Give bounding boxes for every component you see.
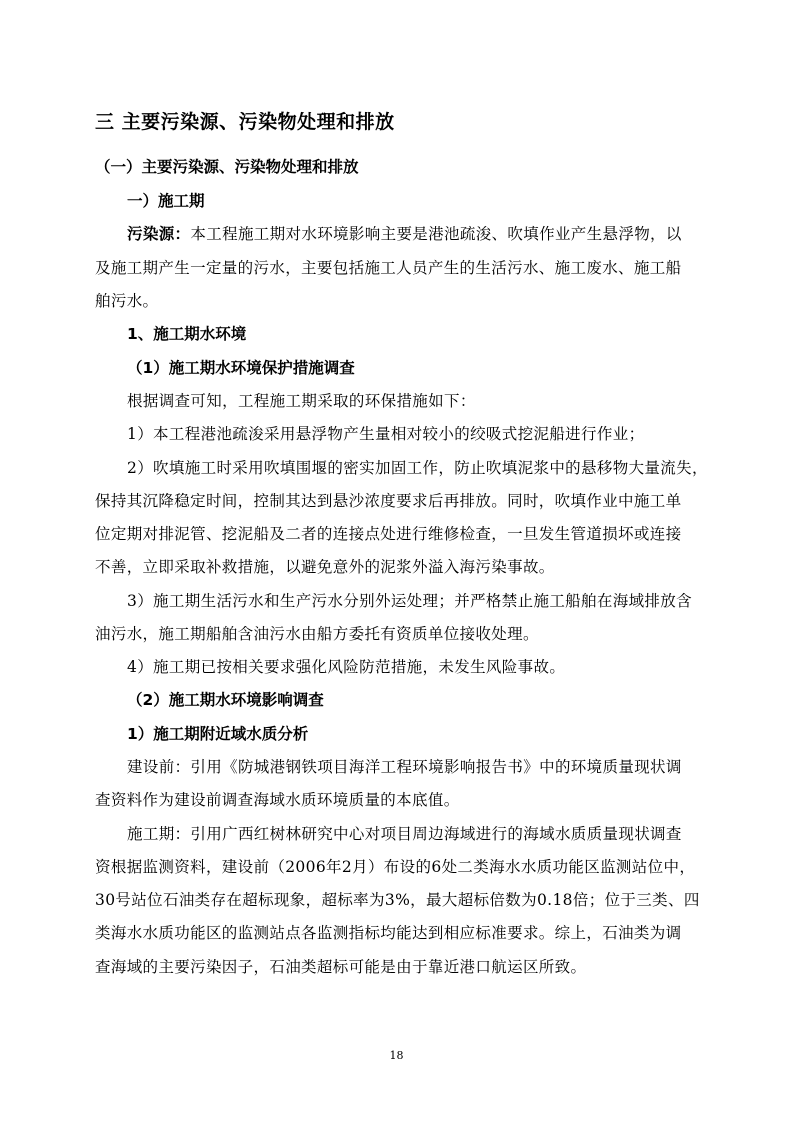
measure-2-line-2: 保持其沉降稳定时间，控制其达到悬沙浓度要求后再排放。同时，吹填作业中施工单	[95, 492, 682, 510]
pollution-paragraph-line-2: 及施工期产生一定量的污水，主要包括施工人员产生的生活污水、施工废水、施工船	[95, 259, 682, 277]
measure-3-line-1: 3）施工期生活污水和生产污水分别外运处理；并严格禁止施工船舶在海域排放含	[127, 592, 692, 610]
during-construction-line-5: 查海域的主要污染因子，石油类超标可能是由于靠近港口航运区所致。	[95, 958, 587, 976]
water-quality-heading: 1）施工期附近域水质分析	[127, 725, 309, 743]
period-heading: 一）施工期	[127, 192, 205, 210]
measure-2-line-3: 位定期对排泥管、挖泥船及二者的连接点处进行维修检查，一旦发生管道损坏或连接	[95, 525, 682, 543]
measure-3-line-2: 油污水，施工期船舶含油污水由船方委托有资质单位接收处理。	[95, 625, 539, 643]
measure-2-line-1: 2）吹填施工时采用吹填围堰的密实加固工作，防止吹填泥浆中的悬移物大量流失，	[127, 459, 708, 477]
before-construction-line-2: 查资料作为建设前调查海域水质环境质量的本底值。	[95, 791, 460, 809]
measure-1: 1）本工程港池疏浚采用悬浮物产生量相对较小的绞吸式挖泥船进行作业；	[127, 425, 645, 443]
during-construction-line-3: 30号站位石油类存在超标现象，超标率为3%，最大超标倍数为0.18倍；位于三类、四	[95, 891, 700, 909]
pollution-paragraph-line-3: 舶污水。	[95, 292, 159, 310]
pollution-paragraph-line-1: 污染源：本工程施工期对水环境影响主要是港池疏浚、吹填作业产生悬浮物，以	[127, 225, 682, 243]
protection-measures-heading: （1）施工期水环境保护措施调查	[127, 359, 355, 377]
section-title: 三 主要污染源、污染物处理和排放	[95, 111, 395, 133]
water-environment-heading: 1、施工期水环境	[127, 325, 247, 343]
measure-4: 4）施工期已按相关要求强化风险防范措施，未发生风险事故。	[127, 658, 566, 676]
pollution-label: 污染源：	[127, 225, 191, 243]
during-construction-line-1: 施工期：引用广西红树林研究中心对项目周边海域进行的海域水质质量现状调查	[127, 825, 682, 843]
before-construction-line-1: 建设前：引用《防城港钢铁项目海洋工程环境影响报告书》中的环境质量现状调	[127, 758, 682, 776]
during-construction-line-4: 类海水水质功能区的监测站点各监测指标均能达到相应标准要求。综上，石油类为调	[95, 924, 682, 942]
measure-2-line-4: 不善，立即采取补救措施，以避免意外的泥浆外溢入海污染事故。	[95, 558, 555, 576]
survey-intro: 根据调查可知，工程施工期采取的环保措施如下：	[127, 392, 476, 410]
subsection-title: （一）主要污染源、污染物处理和排放	[95, 158, 359, 176]
during-construction-line-2: 资根据监测资料，建设前（2006年2月）布设的6处二类海水水质功能区监测站位中，	[95, 858, 696, 876]
impact-survey-heading: （2）施工期水环境影响调查	[127, 691, 324, 709]
page-number: 18	[389, 1049, 404, 1062]
